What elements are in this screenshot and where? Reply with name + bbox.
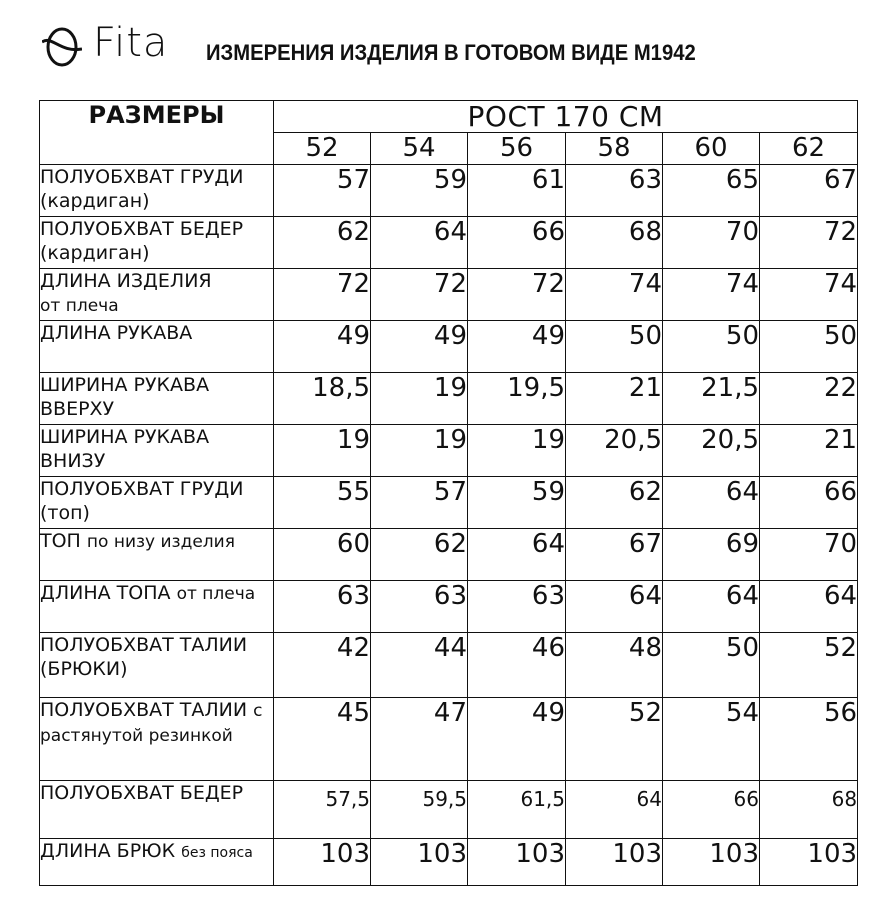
table-cell: 49 [371,321,468,373]
table-cell: 103 [371,839,468,886]
size-header: 58 [566,133,663,165]
table-cell: 56 [760,698,858,781]
table-cell: 64 [663,477,760,529]
table-row [40,477,858,529]
size-header: 62 [760,133,858,165]
table-cell: 74 [566,269,663,321]
row-label: ШИРИНА РУКАВА ВВЕРХУ [40,373,274,425]
sizes-header: РАЗМЕРЫ [40,101,274,165]
table-row [40,781,858,839]
table-cell: 59,5 [371,781,468,839]
height-group-header: РОСТ 170 СМ [274,101,858,133]
table-cell: 49 [468,698,566,781]
table-cell: 64 [468,529,566,581]
table-row [40,698,858,781]
row-label: ПОЛУОБХВАТ БЕДЕР [40,781,274,839]
table-cell: 63 [566,165,663,217]
table-cell: 45 [274,698,371,781]
table-cell: 55 [274,477,371,529]
table-cell: 103 [760,839,858,886]
size-header: 56 [468,133,566,165]
table-cell: 74 [663,269,760,321]
table-cell: 49 [468,321,566,373]
table-cell: 49 [274,321,371,373]
table-cell: 62 [274,217,371,269]
row-label: ПОЛУОБХВАТ ТАЛИИ с растянутой резинкой [40,698,274,781]
table-cell: 19 [371,425,468,477]
page-title: ИЗМЕРЕНИЯ ИЗДЕЛИЯ В ГОТОВОМ ВИДЕ М1942 [206,40,696,65]
table-cell: 19 [468,425,566,477]
fita-logo-icon [42,25,82,67]
table-cell: 46 [468,633,566,698]
table-cell: 65 [663,165,760,217]
table-cell: 22 [760,373,858,425]
table-cell: 67 [566,529,663,581]
table-cell: 103 [566,839,663,886]
table-cell: 54 [663,698,760,781]
table-cell: 21,5 [663,373,760,425]
table-cell: 66 [760,477,858,529]
size-header: 60 [663,133,760,165]
table-cell: 72 [274,269,371,321]
table-cell: 64 [760,581,858,633]
table-row [40,217,858,269]
table-cell: 20,5 [663,425,760,477]
table-cell: 68 [760,781,858,839]
table-row [40,165,858,217]
table-cell: 70 [663,217,760,269]
table-row [40,321,858,373]
table-cell: 61 [468,165,566,217]
row-label: ШИРИНА РУКАВА ВНИЗУ [40,425,274,477]
table-cell: 103 [468,839,566,886]
table-row [40,269,858,321]
table-row [40,373,858,425]
table-cell: 48 [566,633,663,698]
table-cell: 50 [663,321,760,373]
table-cell: 64 [371,217,468,269]
table-cell: 61,5 [468,781,566,839]
table-row [40,633,858,698]
table-cell: 59 [468,477,566,529]
table-cell: 64 [663,581,760,633]
table-row [40,425,858,477]
table-cell: 21 [760,425,858,477]
row-label: ПОЛУОБХВАТ ТАЛИИ (БРЮКИ) [40,633,274,698]
table-cell: 69 [663,529,760,581]
table-cell: 20,5 [566,425,663,477]
table-cell: 52 [566,698,663,781]
size-header: 54 [371,133,468,165]
row-label: ДЛИНА ИЗДЕЛИЯ от плеча [40,269,274,321]
table-cell: 66 [468,217,566,269]
table-cell: 50 [566,321,663,373]
size-header: 52 [274,133,371,165]
table-cell: 64 [566,581,663,633]
table-cell: 74 [760,269,858,321]
table-cell: 64 [566,781,663,839]
table-cell: 59 [371,165,468,217]
table-cell: 67 [760,165,858,217]
table-cell: 70 [760,529,858,581]
table-cell: 103 [274,839,371,886]
table-row [40,581,858,633]
row-label: ПОЛУОБХВАТ ГРУДИ (топ) [40,477,274,529]
row-label: ТОП по низу изделия [40,529,274,581]
table-cell: 57,5 [274,781,371,839]
table-cell: 19 [371,373,468,425]
table-cell: 68 [566,217,663,269]
table-cell: 42 [274,633,371,698]
table-row [40,839,858,886]
table-cell: 44 [371,633,468,698]
row-label: ДЛИНА БРЮК без пояса [40,839,274,886]
table-cell: 63 [468,581,566,633]
row-label: ДЛИНА РУКАВА [40,321,274,373]
table-cell: 72 [468,269,566,321]
page-header [38,22,838,72]
table-cell: 57 [371,477,468,529]
table-cell: 57 [274,165,371,217]
table-cell: 21 [566,373,663,425]
table-cell: 19 [274,425,371,477]
table-cell: 62 [371,529,468,581]
row-label: ПОЛУОБХВАТ БЕДЕР (кардиган) [40,217,274,269]
row-label: ПОЛУОБХВАТ ГРУДИ (кардиган) [40,165,274,217]
table-cell: 72 [760,217,858,269]
table-cell: 18,5 [274,373,371,425]
table-cell: 52 [760,633,858,698]
table-cell: 50 [663,633,760,698]
table-cell: 63 [274,581,371,633]
table-cell: 103 [663,839,760,886]
table-cell: 72 [371,269,468,321]
brand-name: Fita [93,20,169,66]
row-label: ДЛИНА ТОПА от плеча [40,581,274,633]
table-cell: 62 [566,477,663,529]
table-row [40,529,858,581]
table-cell: 63 [371,581,468,633]
table-cell: 50 [760,321,858,373]
table-cell: 19,5 [468,373,566,425]
table-cell: 60 [274,529,371,581]
table-cell: 66 [663,781,760,839]
size-chart-table [39,100,858,886]
table-cell: 47 [371,698,468,781]
brand-logo [38,22,183,68]
